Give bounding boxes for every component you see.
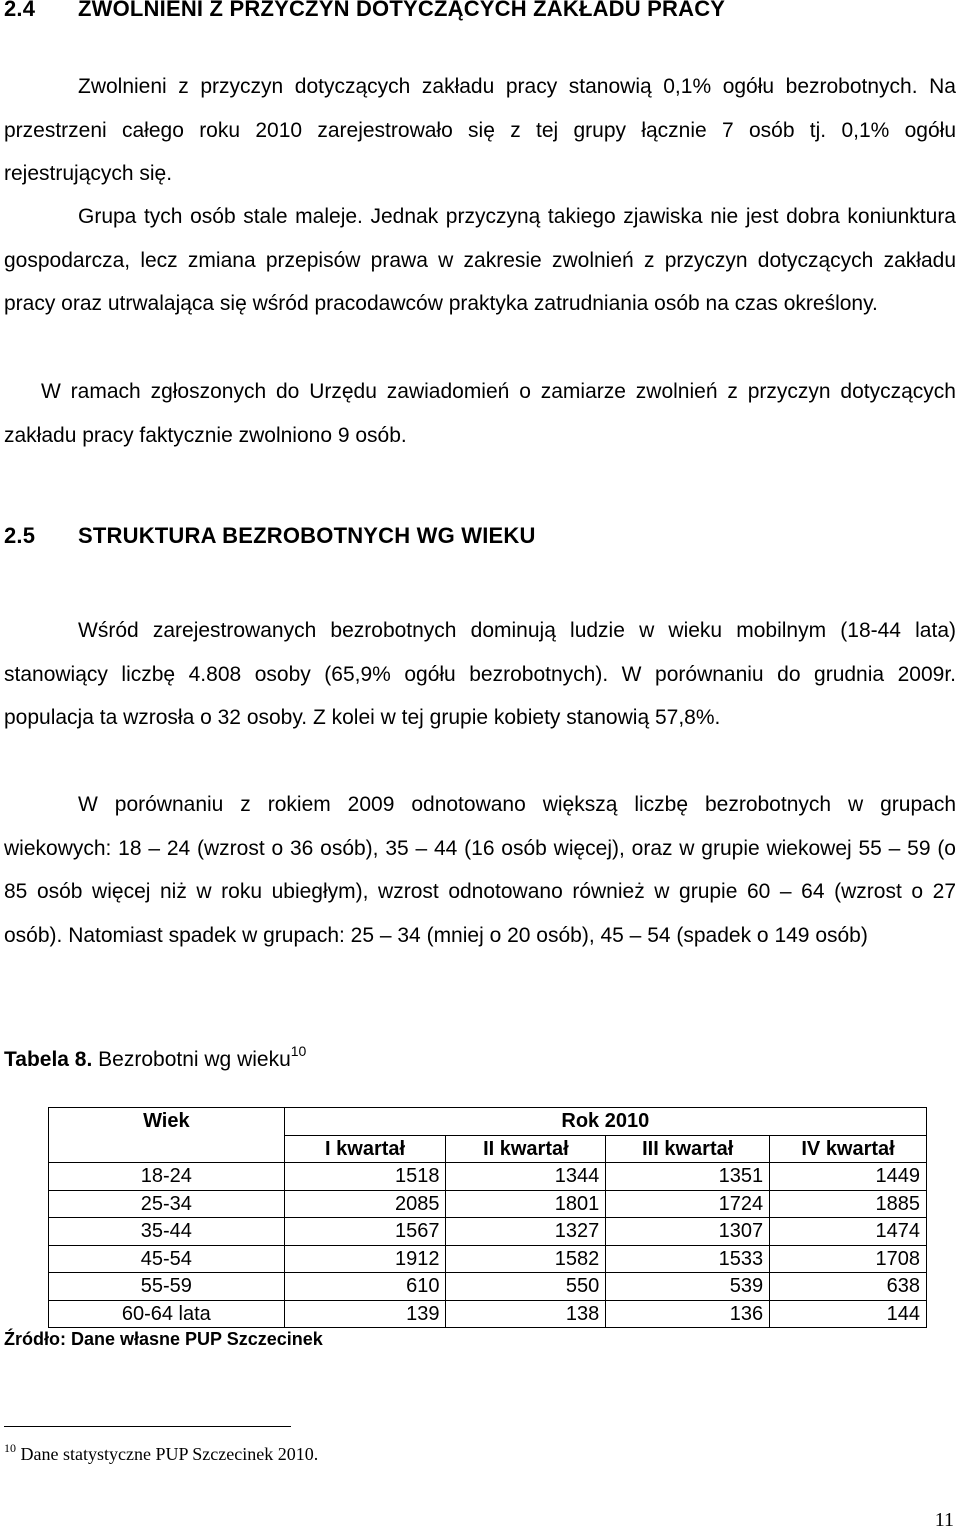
paragraph-text: W porównaniu z rokiem 2009 odnotowano większą liczbę bezrobotnych w grupach wiekowych: 18 – 24 (wzrost o 36 osób), 35 – 44 (16 osób więcej), oraz w grupie wiekowej 55 – 59 (o 85 osób więcej niż w roku ubiegłym), wzrost odnotowano również w grupie 60 – 64 (wzrost o 27 osób). Natomiast spadek w grupach: 25 – 34 (mniej o 20 osób), 45 – 54 (spadek o 149 osób) (4, 793, 956, 947)
paragraph (4, 370, 956, 457)
column-header-q4: IV kwartał (770, 1135, 927, 1163)
table-row (49, 1163, 927, 1191)
age-cell: 60-64 lata (49, 1300, 285, 1328)
value-cell: 1801 (446, 1190, 606, 1218)
section-number: 2.5 (4, 523, 36, 548)
column-header-q2: II kwartał (446, 1135, 606, 1163)
value-cell: 1582 (446, 1245, 606, 1273)
value-cell: 539 (606, 1273, 770, 1301)
section-heading-2-4 (4, 0, 725, 22)
footnote-text: Dane statystyczne PUP Szczecinek 2010. (16, 1444, 319, 1464)
age-cell: 55-59 (49, 1273, 285, 1301)
value-cell: 1724 (606, 1190, 770, 1218)
table-row (49, 1273, 927, 1301)
page-number: 11 (934, 1509, 954, 1531)
paragraph-text: Wśród zarejestrowanych bezrobotnych dominują ludzie w wieku mobilnym (18-44 lata) stanowiący liczbę 4.808 osoby (65,9% ogółu bezrobotnych). W porównaniu do grudnia 2009r. populacja ta wzrosła o 32 osoby. Z kolei w tej grupie kobiety stanowią 57,8%. (4, 619, 956, 729)
value-cell: 610 (284, 1273, 446, 1301)
table-caption-label: Tabela 8. (4, 1048, 93, 1071)
value-cell: 138 (446, 1300, 606, 1328)
value-cell: 136 (606, 1300, 770, 1328)
value-cell: 1351 (606, 1163, 770, 1191)
paragraph (4, 783, 956, 957)
column-group-header: Rok 2010 (284, 1108, 926, 1136)
section-title: STRUKTURA BEZROBOTNYCH WG WIEKU (78, 523, 536, 548)
age-cell: 25-34 (49, 1190, 285, 1218)
value-cell: 638 (770, 1273, 927, 1301)
age-cell: 45-54 (49, 1245, 285, 1273)
paragraph (4, 65, 956, 196)
value-cell: 1474 (770, 1218, 927, 1246)
paragraph-text: Grupa tych osób stale maleje. Jednak przyczyną takiego zjawiska nie jest dobra koniunktura gospodarcza, lecz zmiana przepisów prawa w zakresie zwolnień z przyczyn dotyczących zakładu pracy oraz utrwalająca się wśród pracodawców praktyka zatrudniania osób na czas określony. (4, 205, 956, 315)
age-cell: 18-24 (49, 1163, 285, 1191)
paragraph-text: W ramach zgłoszonych do Urzędu zawiadomień o zamiarze zwolnień z przyczyn dotyczących zakładu pracy faktycznie zwolniono 9 osób. (4, 380, 956, 447)
footnote-reference: 10 (290, 1043, 307, 1059)
value-cell: 1533 (606, 1245, 770, 1273)
paragraph (4, 609, 956, 740)
value-cell: 1885 (770, 1190, 927, 1218)
paragraph (4, 195, 956, 326)
value-cell: 1327 (446, 1218, 606, 1246)
value-cell: 1518 (284, 1163, 446, 1191)
value-cell: 1708 (770, 1245, 927, 1273)
value-cell: 1449 (770, 1163, 927, 1191)
section-heading-2-5 (4, 523, 536, 549)
table-caption-text: Bezrobotni wg wieku (92, 1048, 291, 1071)
footnote-number: 10 (4, 1441, 16, 1455)
table-row (49, 1300, 927, 1328)
value-cell: 144 (770, 1300, 927, 1328)
value-cell: 1567 (284, 1218, 446, 1246)
section-number: 2.4 (4, 0, 36, 21)
value-cell: 1344 (446, 1163, 606, 1191)
value-cell: 550 (446, 1273, 606, 1301)
table-caption (4, 1043, 306, 1072)
table-row (49, 1218, 927, 1246)
column-header-q3: III kwartał (606, 1135, 770, 1163)
column-header-wiek: Wiek (49, 1108, 285, 1163)
section-title: ZWOLNIENI Z PRZYCZYN DOTYCZĄCYCH ZAKŁADU PRACY (78, 0, 726, 21)
value-cell: 2085 (284, 1190, 446, 1218)
age-table (48, 1107, 927, 1328)
column-header-q1: I kwartał (284, 1135, 446, 1163)
age-cell: 35-44 (49, 1218, 285, 1246)
table-header-row (49, 1108, 927, 1136)
table-row (49, 1190, 927, 1218)
value-cell: 1912 (284, 1245, 446, 1273)
table-row (49, 1245, 927, 1273)
value-cell: 1307 (606, 1218, 770, 1246)
footnote (4, 1441, 318, 1465)
footnote-divider (4, 1426, 291, 1427)
value-cell: 139 (284, 1300, 446, 1328)
table-source: Źródło: Dane własne PUP Szczecinek (4, 1329, 323, 1349)
paragraph-text: Zwolnieni z przyczyn dotyczących zakładu pracy stanowią 0,1% ogółu bezrobotnych. Na przestrzeni całego roku 2010 zarejestrowało się z tej grupy łącznie 7 osób tj. 0,1% ogółu rejestrujących się. (4, 75, 956, 185)
